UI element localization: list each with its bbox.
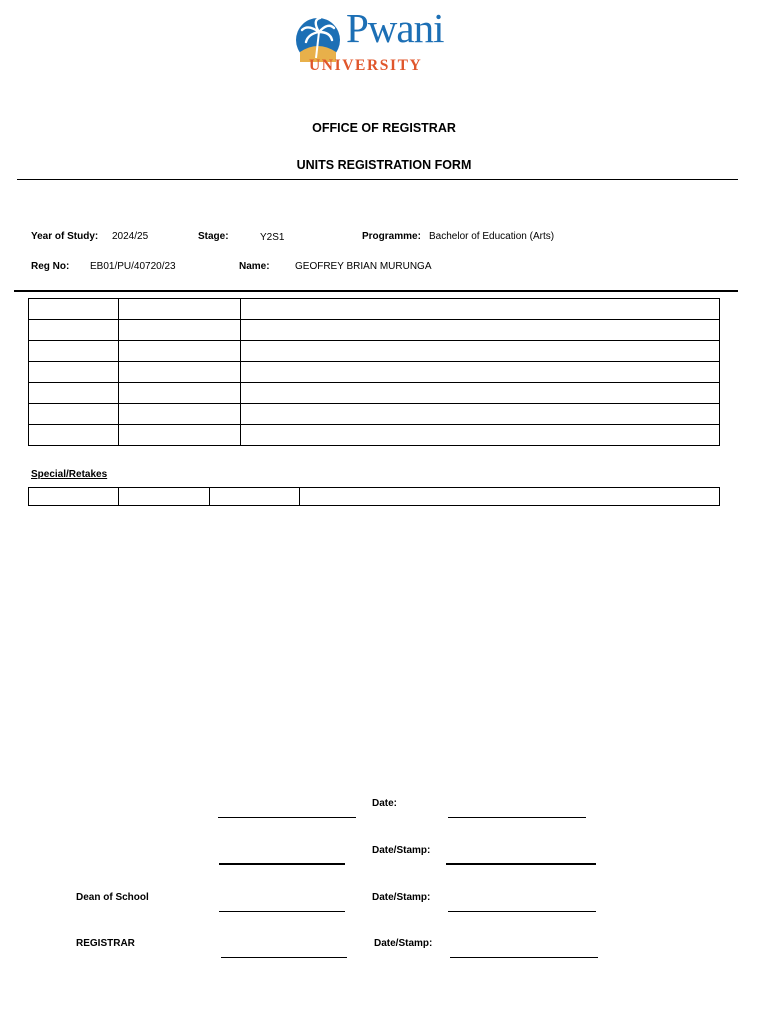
table-cell[interactable] (29, 362, 119, 383)
table-row (29, 341, 720, 362)
table-cell[interactable] (210, 488, 300, 506)
table-cell[interactable] (119, 404, 241, 425)
table-cell[interactable] (119, 299, 241, 320)
date-line-2[interactable] (446, 863, 596, 865)
stage-value: Y2S1 (260, 232, 285, 243)
table-cell[interactable] (241, 425, 720, 446)
year-value: 2024/25 (112, 231, 149, 242)
datestamp-label-2: Date/Stamp: (372, 892, 431, 903)
logo-subtitle: UNIVERSITY (309, 57, 423, 74)
table-row (29, 425, 720, 446)
date-line-registrar[interactable] (450, 957, 598, 958)
reg-label: Reg No: (31, 261, 70, 272)
table-row (29, 299, 720, 320)
table-cell[interactable] (119, 362, 241, 383)
table-cell[interactable] (119, 320, 241, 341)
table-cell[interactable] (241, 320, 720, 341)
table-cell[interactable] (119, 383, 241, 404)
name-label: Name: (239, 261, 270, 272)
reg-value: EB01/PU/40720/23 (90, 261, 176, 272)
programme-value: Bachelor of Education (Arts) (429, 231, 555, 242)
table-row (29, 320, 720, 341)
title-divider (17, 179, 738, 180)
table-row (29, 488, 720, 506)
special-retakes-table (28, 487, 720, 506)
table-cell[interactable] (119, 488, 210, 506)
table-cell[interactable] (29, 383, 119, 404)
table-cell[interactable] (241, 404, 720, 425)
programme-label: Programme: (362, 231, 421, 242)
table-cell[interactable] (29, 488, 119, 506)
registrar-label: REGISTRAR (76, 938, 135, 949)
table-cell[interactable] (119, 425, 241, 446)
table-cell[interactable] (241, 383, 720, 404)
stage-label: Stage: (198, 231, 229, 242)
table-cell[interactable] (29, 404, 119, 425)
date-label: Date: (372, 798, 398, 809)
signature-line-1[interactable] (218, 817, 356, 818)
special-retakes-label: Special/Retakes (31, 469, 108, 480)
table-row (29, 383, 720, 404)
date-line-dean[interactable] (448, 911, 596, 912)
datestamp-label-3: Date/Stamp: (374, 938, 433, 949)
office-heading: OFFICE OF REGISTRAR (312, 121, 456, 135)
details-divider (14, 290, 738, 292)
table-cell[interactable] (241, 299, 720, 320)
table-cell[interactable] (119, 341, 241, 362)
table-cell[interactable] (29, 341, 119, 362)
table-row (29, 404, 720, 425)
table-cell[interactable] (29, 320, 119, 341)
date-line-1[interactable] (448, 817, 586, 818)
name-value: GEOFREY BRIAN MURUNGA (295, 261, 432, 272)
table-row (29, 362, 720, 383)
table-cell[interactable] (29, 299, 119, 320)
logo-wordmark: Pwani (346, 5, 444, 51)
table-cell[interactable] (300, 488, 720, 506)
units-table (28, 298, 720, 446)
signature-line-dean[interactable] (219, 911, 345, 912)
datestamp-label-1: Date/Stamp: (372, 845, 431, 856)
year-label: Year of Study: (31, 231, 99, 242)
dean-label: Dean of School (76, 892, 149, 903)
form-title: UNITS REGISTRATION FORM (296, 158, 472, 172)
table-cell[interactable] (29, 425, 119, 446)
table-cell[interactable] (241, 341, 720, 362)
signature-line-2[interactable] (219, 863, 345, 865)
signature-line-registrar[interactable] (221, 957, 347, 958)
table-cell[interactable] (241, 362, 720, 383)
